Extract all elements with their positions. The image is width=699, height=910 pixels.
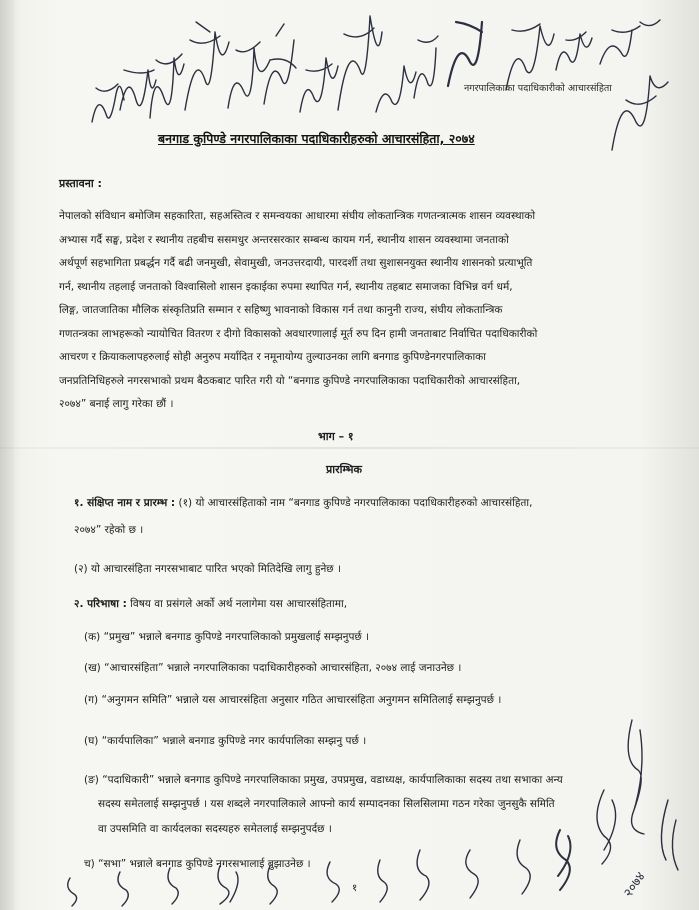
signature-21 — [417, 850, 429, 900]
signature-22 — [378, 860, 387, 902]
preamble-paragraph — [59, 205, 659, 417]
definition-item: च) “सभा” भन्नाले बनगाड कुपिण्डे नगरसभालाई बुझाउनेछ । — [84, 858, 311, 870]
definition-item-e-line: (ङ) “पदाधिकारी” भन्नाले बनगाड कुपिण्डे नगरपालिकाका प्रमुख, उपप्रमुख, वडाध्यक्ष, कार्यपालिकाका सदस्य तथा सभाका अन्य — [84, 774, 563, 786]
signature-3 — [150, 54, 184, 118]
section-1-title: १. संक्षिप्त नाम र प्रारम्भ : — [74, 497, 176, 509]
handwritten-date: २०७४ — [620, 869, 649, 901]
preamble-line: जनप्रतिनिधिहरुले नगरसभाको प्रथम बैठकबाट पारित गरी यो “बनगाड कुपिण्डे नगरपालिकाका पदाधिकारीको आचारसंहिता, — [59, 374, 521, 387]
signature-26 — [168, 868, 178, 904]
signature-27 — [118, 872, 128, 906]
section-1-line-1 — [74, 496, 532, 510]
section-1-clause-1: (१) यो आचारसंहिताको नाम “बनगाड कुपिण्डे नगरपालिकाका पदाधिकारीहरुको आचारसंहिता, — [178, 497, 533, 509]
section-2-intro: विषय वा प्रसंगले अर्को अर्थ नलागेमा यस आचारसंहितामा, — [130, 598, 348, 610]
running-header: नगरपालिकाका पदाधिकारीको आचारसंहिता — [464, 83, 612, 94]
signature-1 — [92, 84, 124, 122]
signature-19 — [517, 840, 530, 894]
signature-17 — [597, 790, 616, 864]
signature-28 — [68, 878, 77, 906]
definition-item-e-line: सदस्य समेतलाई सम्झनुपर्छ । यस शब्दले नगरपालिकाले आफ्नो कार्य सम्पादनका सिलसिलामा गठन गरेका जुनसुकै समिति — [98, 798, 555, 810]
definition-item-e-line: वा उपसमिति वा कार्यदलका सदस्यहरु समेतलाई सम्झनुपर्दछ । — [98, 823, 332, 835]
definition-item: (घ) “कार्यपालिका” भन्नाले बनगाड कुपिण्डे नगर कार्यपालिका सम्झनु पर्छ । — [84, 735, 367, 747]
signature-16 — [628, 720, 644, 834]
signature-15 — [612, 76, 668, 150]
signature-7 — [300, 58, 338, 112]
signature-5 — [228, 42, 270, 108]
signature-18 — [556, 830, 570, 890]
document-title: बनगाड कुपिण्डे नगरपालिकाका पदाधिकारीहरुको आचारसंहिता, २०७४ — [158, 131, 475, 146]
signature-13 — [556, 32, 592, 70]
signature-4 — [185, 22, 229, 110]
preamble-line: गणतन्त्रका लाभहरूको न्यायोचित वितरण र दीगो विकासको अवधारणालाई मूर्त रुप दिन हामी जनताबाट निर्वाचित पदाधिकारीको — [59, 327, 538, 340]
preamble-line: गर्न, स्थानीय तहलाई जनताको विश्वासिलो शासन इकाईका रुपमा स्थापित गर्न, स्थानीय तहबाट समाजका विभिन्न वर्ग धर्म, — [59, 280, 513, 293]
preamble-line: नेपालको संविधान बमोजिम सहकारिता, सहअस्तित्व र समन्वयका आधारमा संघीय लोकतान्त्रिक गणतन्त्रात्मक शासन व्यवस्थाको — [59, 210, 536, 222]
preamble-line: लिङ्ग, जातजातिका मौलिक संस्कृतिप्रति सम्मान र सहिष्णु भावनाको विकास गर्न तथा कानुनी राज्य, संघीय लोकतान्त्रिक — [59, 304, 503, 316]
signature-25 — [218, 866, 238, 904]
section-2-title: २. परिभाषा : — [74, 598, 127, 610]
signature-14 — [600, 20, 660, 64]
section-1-clause-1-cont: २०७४” रहेको छ । — [74, 524, 144, 536]
signature-10 — [414, 36, 438, 98]
definition-item: (ख) “आचारसंहिता” भन्नाले नगरपालिकाका पदाधिकारीहरुको आचारसंहिता, २०७४ लाई जनाउनेछ । — [84, 662, 462, 674]
signature-2 — [120, 70, 156, 110]
preamble-line: २०७४” बनाई लागु गरेका छौं । — [59, 398, 174, 410]
section-1-clause-2: (२) यो आचारसंहिता नगरसभाबाट पारित भएको मितिदेखि लागु हुनेछ । — [74, 563, 341, 575]
signature-23 — [327, 862, 339, 902]
definition-item: (ग) “अनुगमन समिति” भन्नाले यस आचारसंहिता अनुसार गठित आचारसंहिता अनुगमन समितिलाई सम्झनुपर्छ । — [84, 694, 502, 706]
preamble-line: आचरण र क्रियाकलापहरुलाई सोही अनुरुप मर्यादित र नमूनायोग्य तुल्याउनका लागि बनगाड कुपिण्डेनगरपालिकाका — [59, 351, 486, 363]
signature-9 — [376, 66, 416, 112]
section-2-heading — [74, 597, 347, 611]
signature-8 — [338, 16, 382, 110]
preamble-line: अर्थपूर्ण सहभागिता प्रबर्द्धन गर्दै बढी जनमुखी, सेवामुखी, जनउत्तरदायी, पारदर्शी तथा सुशासनयुक्त स्थानीय शासनको प्रत्याभूति — [59, 257, 533, 269]
chapter-title: प्रारम्भिक — [326, 463, 362, 476]
signature-20 — [466, 850, 478, 898]
part-label: भाग – १ — [318, 430, 354, 443]
signature-11 — [448, 22, 482, 86]
page-number: १ — [352, 883, 358, 894]
preamble-line: अभ्यास गर्दै सङ्घ, प्रदेश र स्थानीय तहबीच ससमधुर अन्तरसरकार सम्बन्ध कायम गर्न, स्थानीय शासन व्यवस्थामा जनताको — [59, 233, 509, 246]
preamble-heading: प्रस्तावना : — [59, 177, 102, 190]
definition-item: (क) “प्रमुख” भन्नाले बनगाड कुपिण्डे नगरपालिकाको प्रमुखलाई सम्झनुपर्छ । — [84, 631, 370, 643]
signature-29 — [661, 800, 678, 870]
signature-24 — [268, 866, 277, 904]
